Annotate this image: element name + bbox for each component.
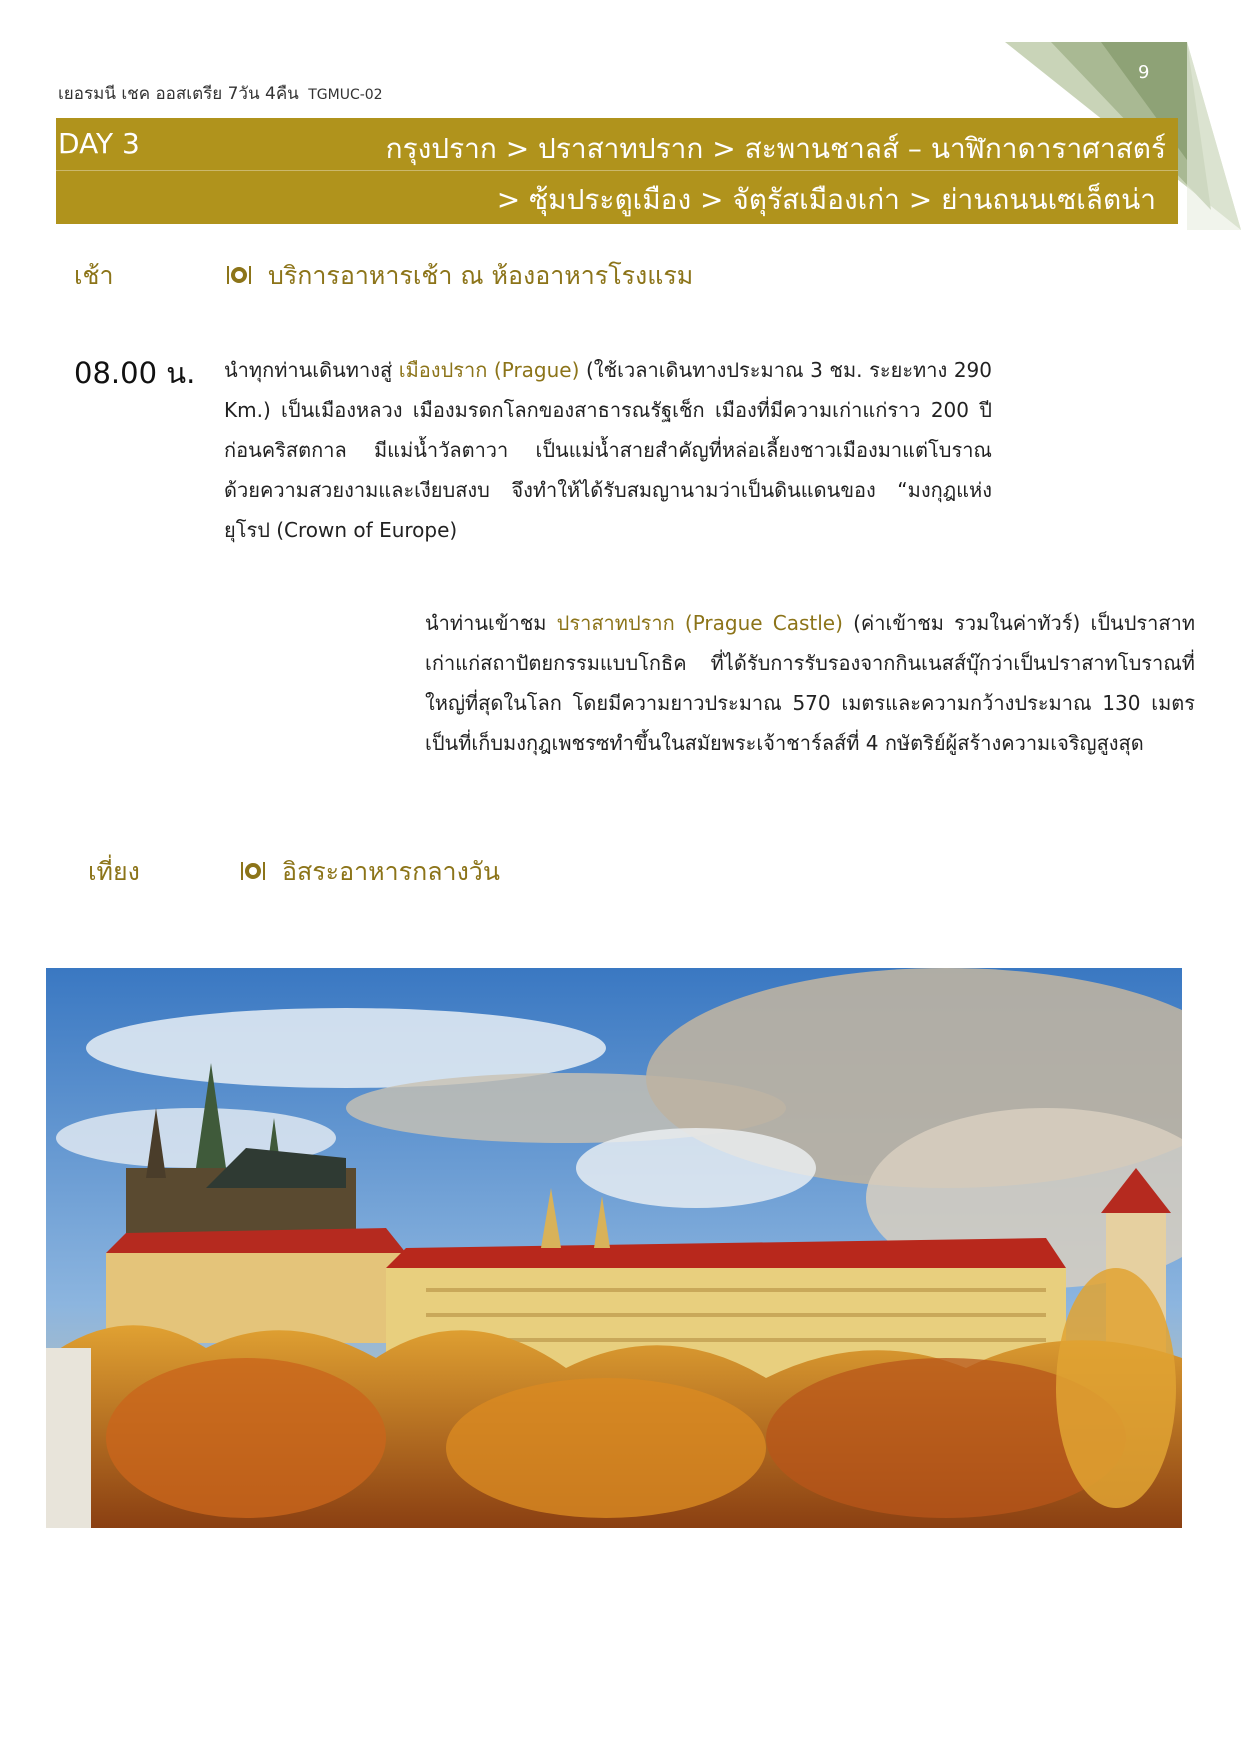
prague-castle-photo: [46, 968, 1182, 1528]
prague-text-after: (ใช้เวลาเดินทางประมาณ 3 ชม. ระยะทาง 290 Km.) เป็นเมืองหลวง เมืองมรดกโลกของสาธารณรัฐเช็ก เมืองที่มีความเก่าแก่ราว 200 ปีก่อนคริสตกาล มีแม่น้ำวัลตาวา เป็นแม่น้ำสายสำคัญที่หล่อเลี้ยงชาวเมืองมาแต่โบราณ ด้วยความสวยงามและเงียบสงบ จึงทำให้ได้รับสมญานามว่าเป็นดินแดนของ “มงกุฎแห่งยุโรป (Crown of Europe): [224, 358, 993, 542]
tour-title: เยอรมนี เชค ออสเตรีย 7วัน 4คืน: [58, 84, 299, 104]
plate-cutlery-icon: [240, 859, 266, 888]
noon-meal: [240, 852, 500, 892]
castle-highlight: ปราสาทปราก (Prague Castle): [556, 611, 843, 635]
morning-meal-text: บริการอาหารเช้า ณ ห้องอาหารโรงแรม: [267, 261, 694, 290]
castle-paragraph: [425, 603, 1195, 763]
castle-text-after: (ค่าเข้าชม รวมในค่าทัวร์) เป็นปราสาทเก่าแก่สถาปัตยกรรมแบบโกธิค ที่ได้รับการรับรองจากกินเนสส์บุ๊กว่าเป็นปราสาทโบราณที่ใหญ่ที่สุดในโลก โดยมีความยาวประมาณ 570 เมตรและความกว้างประมาณ 130 เมตร เป็นที่เก็บมงกุฎเพชรซทำขึ้นในสมัยพระเจ้าชาร์ลส์ที่ 4 กษัตริย์ผู้สร้างความเจริญสูงสุด: [425, 611, 1196, 755]
prague-paragraph: [224, 350, 992, 550]
plate-cutlery-icon: [226, 263, 252, 292]
prague-highlight: เมืองปราก (Prague): [398, 358, 580, 382]
prague-text-before: นำทุกท่านเดินทางสู่: [224, 358, 399, 382]
morning-meal: [226, 256, 693, 296]
tour-code: TGMUC-02: [308, 87, 383, 103]
route-line-2: > ซุ้มประตูเมือง > จัตุรัสเมืองเก่า > ย่านถนนเซเล็ตน่า: [496, 183, 1156, 216]
noon-label: เที่ยง: [88, 857, 140, 886]
route-line-1: กรุงปราก > ปราสาทปราก > สะพานชาลส์ – นาฬิกาดาราศาสตร์: [385, 132, 1166, 165]
document-header: [58, 80, 383, 107]
page-number: 9: [1138, 62, 1150, 83]
morning-label: เช้า: [74, 261, 114, 290]
day-banner: [56, 118, 1178, 224]
day-label: DAY 3: [58, 127, 140, 160]
castle-text-before: นำท่านเข้าชม: [425, 611, 557, 635]
time-0800: 08.00 น.: [74, 356, 196, 390]
noon-meal-text: อิสระอาหารกลางวัน: [281, 857, 500, 886]
